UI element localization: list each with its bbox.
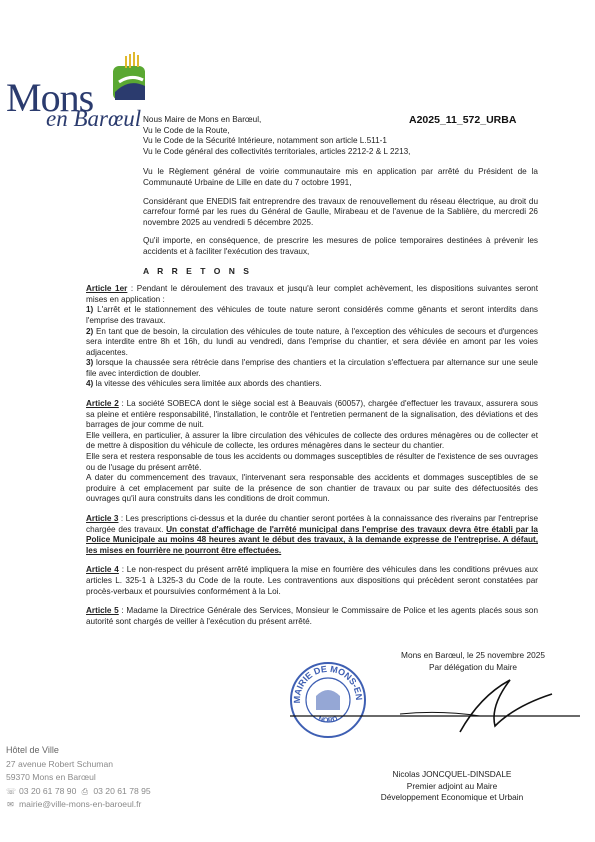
article-4	[86, 565, 538, 597]
stamp-top-text: MAIRIE DE MONS-EN	[291, 663, 365, 704]
footer-address-line: 27 avenue Robert Schuman	[6, 758, 114, 769]
stamp-bottom-text: NORD	[317, 715, 339, 725]
footer-email-row	[6, 798, 151, 812]
footer-address-line: 59370 Mons en Barœul	[6, 772, 96, 782]
signature-place	[378, 650, 568, 673]
preamble-line: Vu le Code de la Sécurité Intérieure, notamment son article L.511-1	[143, 136, 387, 146]
signatory-role: Premier adjoint au Maire	[406, 780, 498, 791]
phone-number: 03 20 61 78 90	[19, 785, 77, 796]
item-text: la vitesse des véhicules sera limitée aux abords des chantiers.	[93, 379, 322, 389]
logo-emblem-icon	[111, 52, 151, 102]
footer-phones	[6, 785, 151, 799]
preamble-line: Vu le Code de la Route,	[143, 125, 230, 135]
item-number: 3)	[86, 358, 94, 368]
arretons-heading: A R R E T O N S	[143, 265, 252, 276]
preamble-line: Vu le Code général des collectivités territoriales, articles 2212-2 & L 2213,	[143, 146, 411, 156]
item-text: En tant que de besoin, la circulation des véhicules de toute nature, à l'exception des véhicules de secours et d'urgences sera interdite entre 8h et 16h, du lundi au vendredi, dans l'emprise du chantier, et sera déviée en amont par les voies adjacentes.	[86, 326, 538, 357]
footer-title: Hôtel de Ville	[6, 745, 59, 755]
article-text: A dater du commencement des travaux, l'intervenant sera responsable des accidents et dommages susceptibles de se produire à cet emplacement par suite de la présence de son chantier de travaux ou par suite des défectuosités des ouvrages qu'il aura construits dans les conditions de droit commun.	[86, 473, 538, 504]
consideration: Considérant que ENEDIS fait entreprendre des travaux de renouvellement du réseau électrique, au droit du carrefour formé par les rues du Général de Gaulle, Mirabeau et de l'avenue de la Sablière, du mercredi 26 novembre 2025 au vendredi 5 décembre 2025.	[143, 196, 538, 227]
preamble	[143, 115, 538, 258]
article-text: : Les prescriptions ci-dessus et la durée du chantier seront portées à la connaissance des riverains par l'entreprise chargée des travaux.	[86, 514, 539, 534]
item-number: 1)	[86, 305, 94, 315]
logo-text-en-baroeul: en Barœul	[46, 106, 142, 131]
item-number: 2)	[86, 326, 94, 336]
delegation: Par délégation du Maire	[428, 661, 518, 672]
item-text: lorsque la chaussée sera rétrécie dans l'emprise des chantiers et la circulation s'effectuera par alternance sur une seule file avec interdiction de doubler.	[86, 358, 538, 378]
article-title: Article 3	[86, 514, 119, 523]
footer-contact	[6, 744, 151, 812]
place-date: Mons en Barœul, le 25 novembre 2025	[401, 650, 545, 660]
article-title: Article 2	[86, 399, 119, 409]
fax-number: 03 20 61 78 95	[93, 785, 151, 796]
preamble-line: Nous Maire de Mons en Barœul,	[143, 115, 262, 124]
article-text: : La société SOBECA dont le siège social est à Beauvais (60057), chargée d'effectuer les travaux, assurera sous sa pleine et entière responsabilité, l'installation, le contrôle et l'entretien permanent de la signalisation, des déviations et des barrages de jour comme de nuit.	[86, 399, 539, 430]
article-5	[86, 606, 538, 627]
article-text: Elle sera et restera responsable de tous les accidents ou dommages susceptibles de résulter de l'existence de ses ouvrages ou de l'usage du présent arrêté.	[86, 452, 538, 472]
fax-icon: ⎙	[81, 786, 89, 796]
article-3	[86, 514, 538, 556]
article-title: Article 1er	[86, 284, 128, 294]
article-text: : Pendant le déroulement des travaux et jusqu'à leur complet achèvement, les dispositions suivantes seront mises en application :	[86, 284, 538, 304]
article-title: Article 5	[86, 606, 119, 616]
article-title: Article 4	[86, 565, 119, 575]
decree-body	[86, 115, 538, 636]
article-text: : Madame la Directrice Générale des Services, Monsieur le Commissaire de Police et les agents placés sous son autorité sont chargés de veiller à l'exécution du présent arrêté.	[86, 606, 538, 626]
item-text: L'arrêt et le stationnement des véhicules de toute nature seront considérés comme gênants et seront interdits dans l'emprise des travaux.	[86, 305, 538, 325]
mail-icon: ✉	[7, 800, 14, 809]
consideration: Qu'il importe, en conséquence, de prescrire les mesures de police temporaires destinées à prévenir les accidents et à faciliter l'exécution des travaux,	[143, 236, 538, 256]
phone-icon: ☏	[6, 786, 17, 796]
signatory-department: Développement Economique et Urbain	[380, 792, 524, 802]
article-text: : Le non-respect du présent arrêté impliquera la mise en fourrière des véhicules dans les conditions prévues aux articles L. 325-1 à L325-3 du Code de la route. Les contraventions aux dispositions qui précèdent seront constatées par procès-verbaux et poursuivies conformément à la Loi.	[86, 565, 538, 596]
logo-text-mons: Mons	[6, 75, 94, 120]
article-emphasis: Un constat d'affichage de l'arrêté municipal dans l'emprise des travaux devra être établi par la Police Municipale au moins 48 heures avant le début des travaux, à la demande expresse de l'entreprise. A défaut, les mises en fourrière ne pourront être effectuées.	[86, 524, 538, 555]
signatory	[352, 769, 552, 804]
consideration: Vu le Règlement général de voirie communautaire mis en application par arrêté du Président de la Communauté Urbaine de Lille en date du 7 octobre 1991,	[143, 167, 538, 187]
email-address: mairie@ville-mons-en-baroeul.fr	[19, 799, 142, 809]
handwritten-signature	[290, 676, 590, 736]
article-text: Elle veillera, en particulier, à assurer la libre circulation des véhicules de collecte des ordures ménagères ou de collecter et de mettre à disposition du véhicule de collecte, les ordures ménagères dans le secteur du chantier.	[86, 430, 538, 451]
reference-number: A2025_11_572_URBA	[409, 114, 517, 126]
signatory-name: Nicolas JONCQUEL-DINSDALE	[392, 769, 512, 779]
article-1	[86, 284, 538, 390]
article-2	[86, 399, 538, 505]
item-number: 4)	[86, 379, 94, 389]
